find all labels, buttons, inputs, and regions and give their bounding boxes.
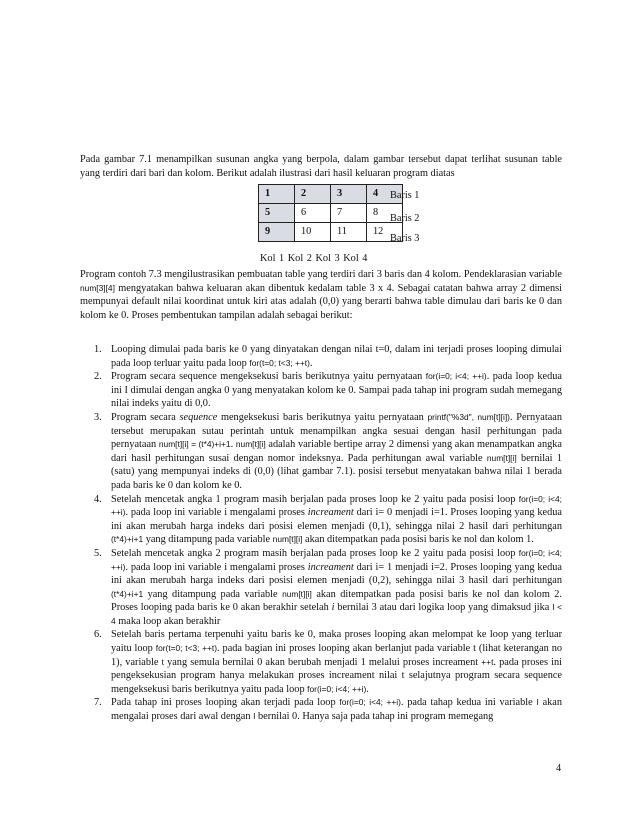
text-run: . pada loop ini variable i mengalami proses bbox=[125, 561, 308, 573]
matrix-cell: 3 bbox=[331, 185, 367, 204]
matrix-cell: 11 bbox=[331, 223, 367, 242]
matrix-cell: 9 bbox=[259, 223, 295, 242]
text-run: Setelah mencetak angka 1 program masih berjalan pada proses loop ke 2 yaitu pada posisi loop bbox=[111, 493, 519, 505]
emphasis: increament bbox=[307, 507, 354, 519]
text-run: bernilai 3 atau dari logika loop yang dimaksud jika bbox=[334, 602, 553, 614]
matrix-row bbox=[259, 185, 403, 204]
list-item bbox=[80, 343, 562, 370]
text-run: Looping dimulai pada baris ke 0 yang dinyatakan dengan nilai t=0, dalam ini terjadi proses looping dimulai pada loop terluar yaitu pada loop bbox=[111, 344, 562, 369]
text-run: . Pernyataan tersebut merupakan sutau perintah untuk menampilkan angka sesuai dengan hasil perhitungan pada pernyataan bbox=[111, 411, 562, 451]
column-label: Kol 2 bbox=[287, 253, 312, 264]
text-run: dari i= 1 menjadi i=2. Proses looping yang kedua ini akan merubah harga indeks dari posisi elemen menjadi (0,2), sehingga nilai 3 hasil dari perhitungan bbox=[111, 561, 562, 587]
matrix-cell: 1 bbox=[259, 185, 295, 204]
text-run: Setelah mencetak angka 2 program masih berjalan pada proses loop ke 2 yaitu pada posisi loop bbox=[111, 547, 519, 559]
matrix-cell: 10 bbox=[295, 223, 331, 242]
text-run: akan mengalai proses dari awal dengan bbox=[111, 697, 563, 723]
explanation-paragraph bbox=[80, 268, 562, 322]
row-label: Baris 1 bbox=[390, 190, 420, 201]
text-run: akan ditempatkan pada posisi baris ke nol dan kolom 1. bbox=[302, 534, 534, 546]
inline-code: for(i=0; i<4; ++i) bbox=[111, 493, 562, 518]
process-steps-list bbox=[80, 343, 562, 724]
column-label: Kol 3 bbox=[315, 253, 340, 264]
text-run: Program secara bbox=[111, 411, 180, 423]
inline-code: printf("%3d", num[t][i]) bbox=[427, 411, 510, 422]
emphasis: sequence bbox=[179, 411, 218, 423]
matrix-cell: 12 bbox=[367, 223, 403, 242]
page-number: 4 bbox=[556, 763, 562, 774]
step-number: 6. bbox=[94, 629, 102, 641]
inline-code: I < 4 bbox=[111, 602, 563, 626]
matrix-table bbox=[258, 184, 403, 242]
text-run: adalah variable bertipe array 2 dimensi yang akan menampatkan angka dari hasil perhitungan susai dengan nomor indeksnya. Pada perhitungan awal variable bbox=[111, 439, 562, 464]
column-label: Kol 1 bbox=[260, 253, 285, 264]
inline-code: t bbox=[161, 656, 164, 667]
step-number: 1. bbox=[94, 344, 102, 355]
list-item bbox=[80, 628, 562, 696]
inline-code: for(t=0; t<3; ++t) bbox=[249, 357, 310, 368]
text-run: . pada loop kedua ini I dimulai dengan angka 0 yang menyatakan kolom ke 0. Sampai pada tahap ini program sudah memegang nilai indeks yaitu di 0,0. bbox=[111, 371, 562, 410]
inline-code: num[t][i] bbox=[282, 588, 312, 599]
column-labels bbox=[260, 253, 367, 264]
inline-code: (t*4)+i+1 bbox=[111, 534, 144, 545]
matrix-cell: 2 bbox=[295, 185, 331, 204]
emphasis: increament bbox=[307, 561, 354, 573]
text-run: Program secara sequence mengeksekusi baris berikutnya yaitu pernyataan bbox=[111, 371, 426, 383]
inline-code: for(i=0; i<4; ++i) bbox=[111, 547, 562, 572]
text-run: . bbox=[366, 683, 369, 695]
text-run: yang ditampung pada variable bbox=[143, 534, 273, 546]
inline-code: for(i=0; i<4; ++i) bbox=[425, 371, 487, 382]
text-run: bernilai 1 (satu) yang mempunyai indeks di (0,0) (lihat gambar 7.1). posisi tersebut menyatakan bahwa nilai 1 berada pada baris ke 0 dan kolom ke 0. bbox=[111, 452, 562, 491]
inline-code: num[t][i] bbox=[272, 534, 303, 545]
inline-code: num[t][i] bbox=[235, 439, 266, 450]
row-label: Baris 3 bbox=[390, 233, 420, 244]
list-item bbox=[80, 370, 562, 411]
text-run: dari i= 0 menjadi i=1. Proses looping yang kedua ini akan merubah harga indeks dari posisi elemen menjadi (0,1), sehingga nilai 2 hasil dari perhitungan bbox=[111, 507, 562, 532]
inline-code: ++t bbox=[481, 656, 494, 667]
list-item bbox=[80, 411, 562, 493]
matrix-cell: 8 bbox=[367, 204, 403, 223]
inline-code: for(t=0; t<3; ++t) bbox=[155, 643, 218, 654]
step-number: 2. bbox=[94, 371, 102, 383]
matrix-row bbox=[259, 223, 403, 242]
text-run: mengeksekusi baris berikutnya yaitu pernyataan bbox=[217, 411, 428, 423]
text-run: Pada tahap ini proses looping akan terjadi pada loop bbox=[111, 697, 340, 709]
matrix-cell: 6 bbox=[295, 204, 331, 223]
text-run: akan ditempatkan pada posisi baris ke nol dan kolom 2. Proses looping pada baris ke 0 akan berakhir setelah bbox=[111, 588, 563, 614]
text-run: bernilai 0. Hanya saja pada tahap ini program memegang bbox=[255, 711, 494, 723]
text-run: yang ditampung pada variable bbox=[143, 588, 283, 600]
text-run: maka loop akan berakhir bbox=[115, 615, 221, 627]
matrix-row bbox=[259, 204, 403, 223]
list-item bbox=[80, 696, 562, 723]
row-label: Baris 2 bbox=[390, 213, 420, 224]
text-run: . bbox=[230, 439, 236, 451]
list-item bbox=[80, 547, 562, 629]
text-run: . pada proses ini pengeksekusian program hanya melakukan proses increament nilai t selajutnya program secara sequence mengeksekusi baris berikutnya yaitu pada loop bbox=[111, 656, 563, 695]
matrix-cell: 7 bbox=[331, 204, 367, 223]
matrix-illustration bbox=[258, 184, 403, 242]
step-number: 7. bbox=[94, 697, 102, 709]
column-label: Kol 4 bbox=[343, 253, 368, 264]
step-number: 5. bbox=[94, 547, 102, 559]
matrix-cell: 5 bbox=[259, 204, 295, 223]
text-run: mengyatakan bahwa keluaran akan dibentuk kedalam table 3 x 4. Sebagai catatan bahwa array 2 dimensi mempunyai default nilai koordinat untuk kiri atas adalah (0,0) yang berarti bahwa table dimulau dari baris ke 0 dan kolom ke 0. Proses pembentukan tampilan adalah sebagai berikut: bbox=[80, 282, 562, 321]
text-run: . bbox=[309, 357, 313, 369]
intro-paragraph: Pada gambar 7.1 menampilkan susunan angka yang berpola, dalam gambar tersebut dapat terlihat susunan table yang terdiri dari bari dan kolom. Berikut adalah ilustrasi dari hasil keluaran program diatas bbox=[80, 154, 562, 179]
emphasis: i bbox=[331, 602, 335, 614]
text-run: Program contoh 7.3 mengilustrasikan pembuatan table yang terdiri dari 3 baris dan 4 kolom. Pendeklarasian variable bbox=[80, 269, 562, 280]
inline-code: num[3][4] bbox=[80, 282, 115, 293]
matrix-cell: 4 bbox=[367, 185, 403, 204]
text-run: yang semula bernilai 0 akan berubah menjadi 1 melalui proses increament bbox=[163, 656, 482, 668]
text-run: . pada tahap kedua ini variable bbox=[400, 697, 537, 709]
inline-code: I bbox=[253, 711, 256, 722]
inline-code: for(i=0; i<4; ++i) bbox=[307, 683, 367, 694]
inline-code: num[t][i] bbox=[486, 452, 517, 463]
list-item bbox=[80, 493, 562, 547]
text-run: . pada bagian ini proses looping akan berlanjut pada variable t (lihat keterangan no 1), variable bbox=[111, 643, 563, 668]
inline-code: for(i=0; i<4; ++i) bbox=[339, 697, 401, 708]
text-run: . pada loop ini variable i mengalami proses bbox=[125, 507, 308, 519]
inline-code: num[t][i] = (t*4)+i+1 bbox=[158, 439, 231, 450]
inline-code: (t*4)+i+1 bbox=[111, 588, 144, 599]
step-number: 3. bbox=[94, 411, 102, 423]
step-number: 4. bbox=[94, 493, 102, 505]
text-run: Setelah baris pertama terpenuhi yaitu baris ke 0, maka proses looping akan melompat ke loop yang terluar yaitu loop bbox=[111, 629, 562, 655]
inline-code: I bbox=[536, 697, 539, 708]
